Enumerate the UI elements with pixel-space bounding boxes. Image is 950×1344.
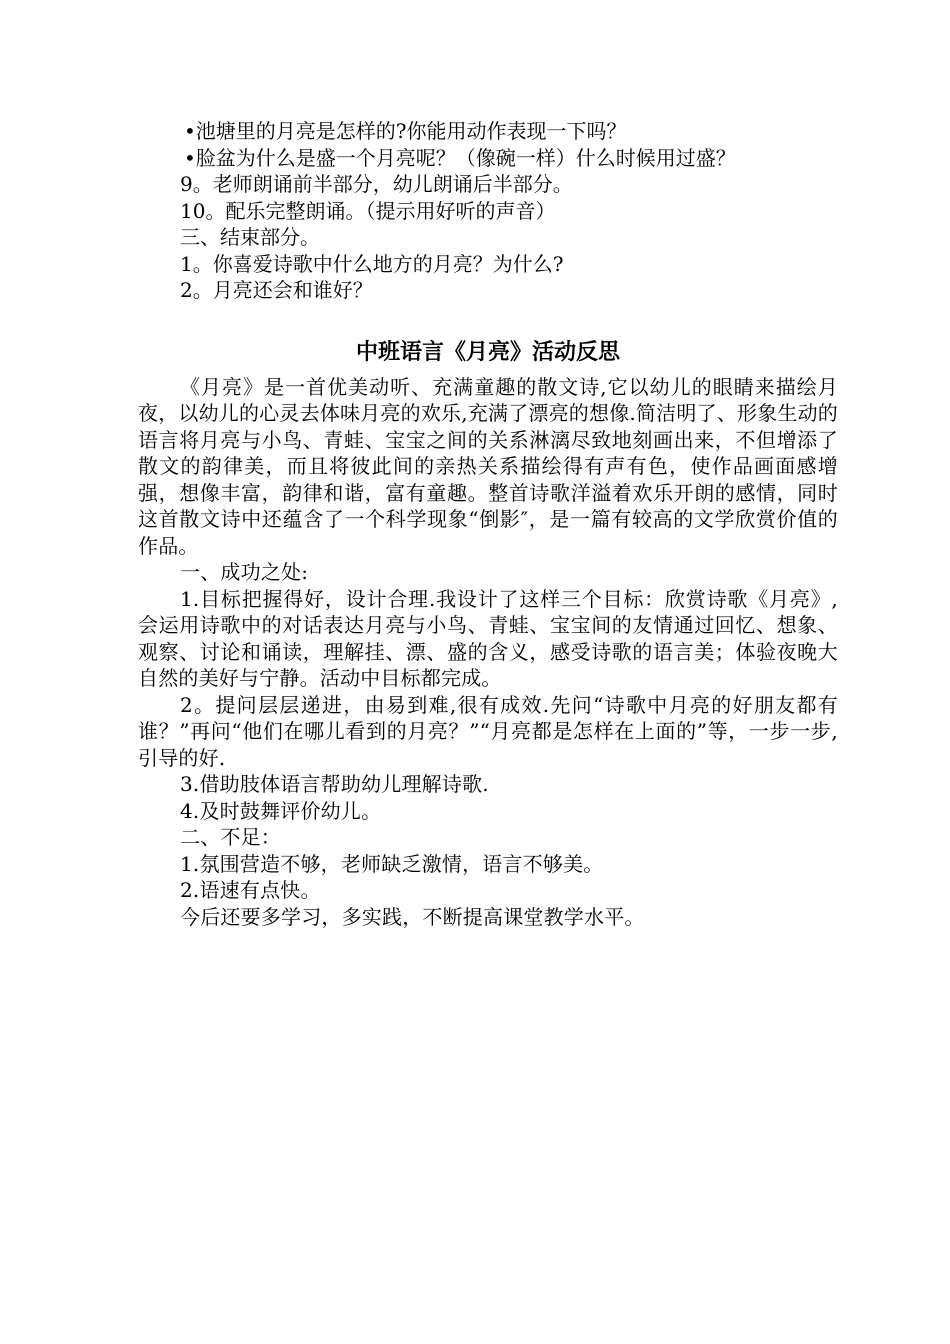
reflection-intro: 《月亮》是一首优美动听、充满童趣的散文诗,它以幼儿的眼睛来描绘月夜，以幼儿的心灵去体味月亮的欢乐,充满了漂亮的想像.简洁明了、形象生动的语言将月亮与小鸟、青蛙、宝宝之间的关系淋漓尽致地刻画出来，不但增添了散文的韵律美，而且将彼此间的亲热关系描绘得有声有色，使作品画面感增强，想像丰富，韵律和谐，富有童趣。整首诗歌洋溢着欢乐开朗的感情，同时这首散文诗中还蕴含了一个科学现象“倒影″，是一篇有较高的文学欣赏价值的作品。 <box>138 374 838 558</box>
closing-statement: 今后还要多学习，多实践，不断提高课堂教学水平。 <box>180 904 645 929</box>
step-9: 9。老师朗诵前半部分，幼儿朗诵后半部分。 <box>180 172 573 196</box>
success-heading: 一、成功之处: <box>180 560 309 584</box>
shortcoming-heading: 二、不足： <box>180 825 281 849</box>
success-point-2: 2。提问层层递进，由易到难,很有成效.先问“诗歌中月亮的好朋友都有谁？”再问“他们在哪儿看到的月亮？”“月亮都是怎样在上面的”等，一步一步,引导的好. <box>138 692 838 770</box>
bullet-pond-moon: •池塘里的月亮是怎样的?你能用动作表现一下吗？ <box>184 119 627 143</box>
success-point-4: 4.及时鼓舞评价幼儿。 <box>180 798 382 823</box>
shortcoming-2: 2.语速有点快。 <box>180 878 321 902</box>
ending-question-2: 2。月亮还会和谁好？ <box>180 278 373 302</box>
bullet-basin-moon: •脸盆为什么是盛一个月亮呢？（像碗一样）什么时候用过盛？ <box>184 145 736 170</box>
step-10: 10。配乐完整朗诵。（提示用好听的声音） <box>180 198 556 223</box>
reflection-title: 中班语言《月亮》活动反思 <box>355 339 620 365</box>
document-page <box>138 118 838 930</box>
ending-section-heading: 三、结束部分。 <box>180 225 320 249</box>
ending-question-1: 1。你喜爱诗歌中什么地方的月亮？为什么? <box>180 251 564 276</box>
shortcoming-1: 1.氛围营造不够，老师缺乏激情，语言不够美。 <box>180 851 604 876</box>
success-point-3: 3.借助肢体语言帮助幼儿理解诗歌. <box>180 772 489 796</box>
success-point-1: 1.目标把握得好，设计合理.我设计了这样三个目标：欣赏诗歌《月亮》,会运用诗歌中的对话表达月亮与小鸟、青蛙、宝宝间的友情通过回忆、想象、观察、讨论和诵读，理解挂、漂、盛的含义，感受诗歌的语言美；体验夜晚大自然的美好与宁静。活动中目标都完成。 <box>138 586 838 690</box>
